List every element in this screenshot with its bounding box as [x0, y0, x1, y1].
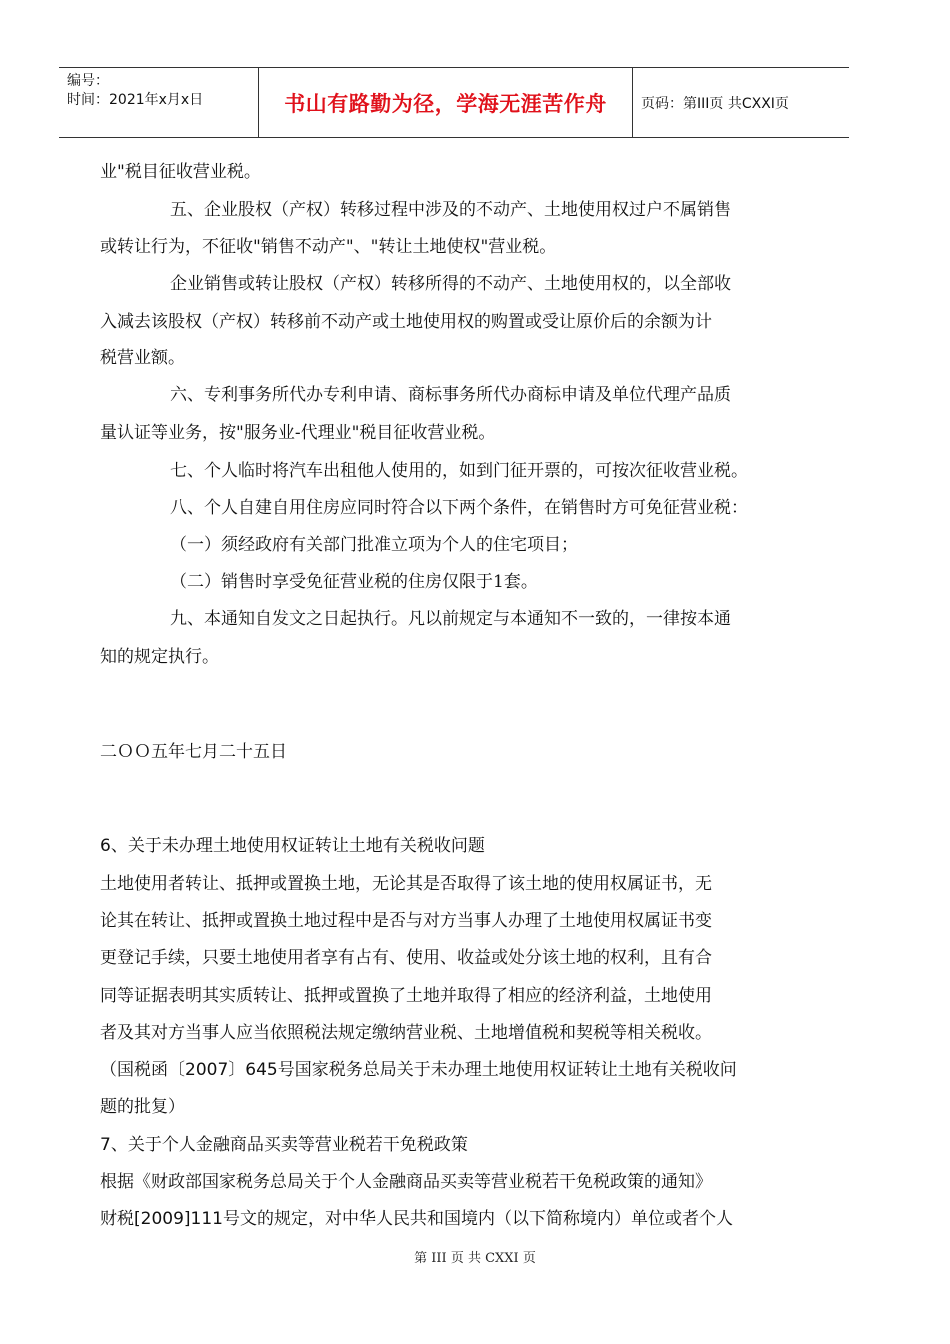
paragraph-line: 七、个人临时将汽车出租他人使用的，如到门征开票的，可按次征收营业税。 — [170, 461, 748, 481]
document-date: 二ＯＯ五年七月二十五日 — [100, 742, 287, 762]
paragraph-line: 业"税目征收营业税。 — [100, 162, 261, 182]
paragraph-line: 或转让行为，不征收"销售不动产"、"转让土地使权"营业税。 — [100, 237, 557, 257]
paragraph-line: 九、本通知自发文之日起执行。凡以前规定与本通知不一致的，一律按本通 — [170, 609, 731, 629]
paragraph-line: 税营业额。 — [100, 348, 185, 368]
paragraph-line: 六、专利事务所代办专利申请、商标事务所代办商标申请及单位代理产品质 — [170, 385, 731, 405]
paragraph-line: （国税函〔2007〕645号国家税务总局关于未办理土地使用权证转让土地有关税收问 — [100, 1060, 737, 1080]
paragraph-line: 题的批复） — [100, 1097, 185, 1117]
paragraph-line: 知的规定执行。 — [100, 647, 219, 667]
page-header — [59, 67, 849, 138]
document-number-label: 编号： — [67, 73, 109, 89]
header-motto: 书山有路勤为径，学海无涯苦作舟 — [259, 68, 633, 137]
paragraph-line: 者及其对方当事人应当依照税法规定缴纳营业税、土地增值税和契税等相关税收。 — [100, 1023, 712, 1043]
paragraph-line: 土地使用者转让、抵押或置换土地，无论其是否取得了该土地的使用权属证书，无 — [100, 874, 712, 894]
paragraph-line: 入减去该股权（产权）转移前不动产或土地使用权的购置或受让原价后的余额为计 — [100, 312, 712, 332]
document-time-label: 时间：2021年x月x日 — [67, 92, 204, 108]
paragraph-line: （二）销售时享受免征营业税的住房仅限于1套。 — [170, 572, 538, 592]
paragraph-line: 量认证等业务，按"服务业-代理业"税目征收营业税。 — [100, 423, 496, 443]
paragraph-line: 根据《财政部国家税务总局关于个人金融商品买卖等营业税若干免税政策的通知》 — [100, 1172, 712, 1192]
paragraph-line: 财税[2009]111号文的规定，对中华人民共和国境内（以下简称境内）单位或者个人 — [100, 1209, 733, 1229]
paragraph-line: 八、个人自建自用住房应同时符合以下两个条件，在销售时方可免征营业税： — [170, 498, 748, 518]
paragraph-line: 更登记手续，只要土地使用者享有占有、使用、收益或处分该土地的权利，且有合 — [100, 948, 712, 968]
paragraph-line: 论其在转让、抵押或置换土地过程中是否与对方当事人办理了土地使用权属证书变 — [100, 911, 712, 931]
section-7-title: 7、关于个人金融商品买卖等营业税若干免税政策 — [100, 1135, 468, 1155]
paragraph-line: 企业销售或转让股权（产权）转移所得的不动产、土地使用权的，以全部收 — [170, 274, 731, 294]
paragraph-line: 同等证据表明其实质转让、抵押或置换了土地并取得了相应的经济利益，土地使用 — [100, 986, 712, 1006]
section-6-title: 6、关于未办理土地使用权证转让土地有关税收问题 — [100, 836, 485, 856]
header-meta — [59, 68, 259, 137]
page-footer: 第 III 页 共 CXXI 页 — [414, 1251, 536, 1266]
paragraph-line: （一）须经政府有关部门批准立项为个人的住宅项目； — [170, 535, 578, 555]
paragraph-line: 五、企业股权（产权）转移过程中涉及的不动产、土地使用权过户不属销售 — [170, 200, 731, 220]
header-page-number: 页码：第III页 共CXXI页 — [641, 95, 789, 112]
